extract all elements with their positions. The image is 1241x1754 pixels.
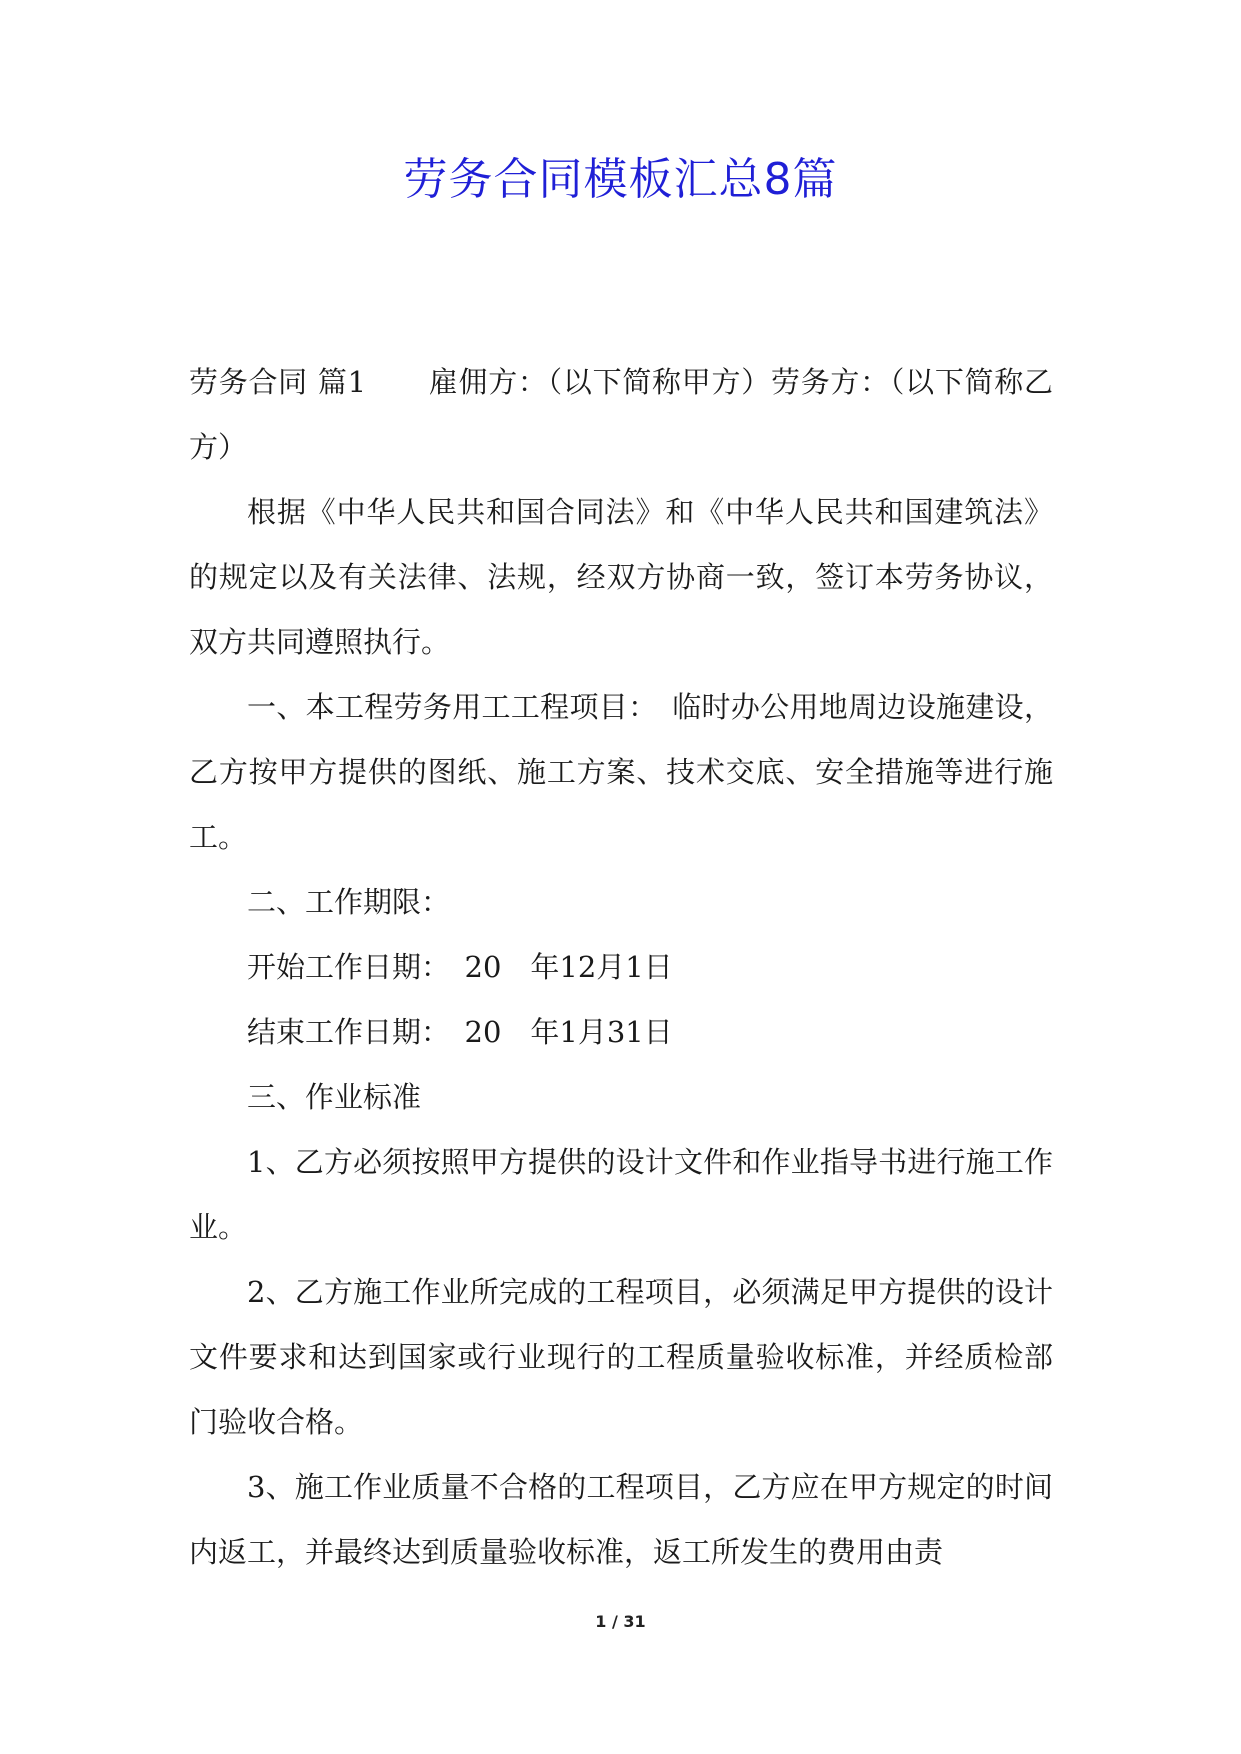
contract-section-label: 劳务合同 篇1 <box>189 365 367 399</box>
paragraph-clause-3: 三、作业标准 <box>247 1080 422 1114</box>
paragraph-end-date: 结束工作日期： 20 年1月31日 <box>247 1015 673 1049</box>
paragraph-standard-1: 1、乙方必须按照甲方提供的设计文件和作业指导书进行施工作业。 <box>189 1145 1053 1244</box>
document-title: 劳务合同模板汇总8篇 <box>403 154 838 205</box>
contract-parties: 雇佣方：（以下简称甲方）劳务方：（以下简称乙方） <box>189 365 1053 464</box>
paragraph-standard-2: 2、乙方施工作业所完成的工程项目，必须满足甲方提供的设计文件要求和达到国家或行业现行的工程质量验收标准，并经质检部门验收合格。 <box>189 1275 1053 1439</box>
contract-heading-paragraph <box>189 350 1053 480</box>
paragraph-preamble: 根据《中华人民共和国合同法》和《中华人民共和国建筑法》的规定以及有关法律、法规，经双方协商一致，签订本劳务协议，双方共同遵照执行。 <box>189 495 1053 659</box>
paragraph-clause-1: 一、本工程劳务用工工程项目： 临时办公用地周边设施建设，乙方按甲方提供的图纸、施工方案、技术交底、安全措施等进行施工。 <box>189 690 1053 854</box>
page-indicator: 1 / 31 <box>595 1612 646 1631</box>
paragraph-start-date: 开始工作日期： 20 年12月1日 <box>247 950 673 984</box>
paragraph-clause-2: 二、工作期限： <box>247 885 451 919</box>
document-body <box>189 350 1053 1585</box>
paragraph-standard-3: 3、施工作业质量不合格的工程项目，乙方应在甲方规定的时间内返工，并最终达到质量验收标准，返工所发生的费用由责 <box>189 1470 1053 1569</box>
